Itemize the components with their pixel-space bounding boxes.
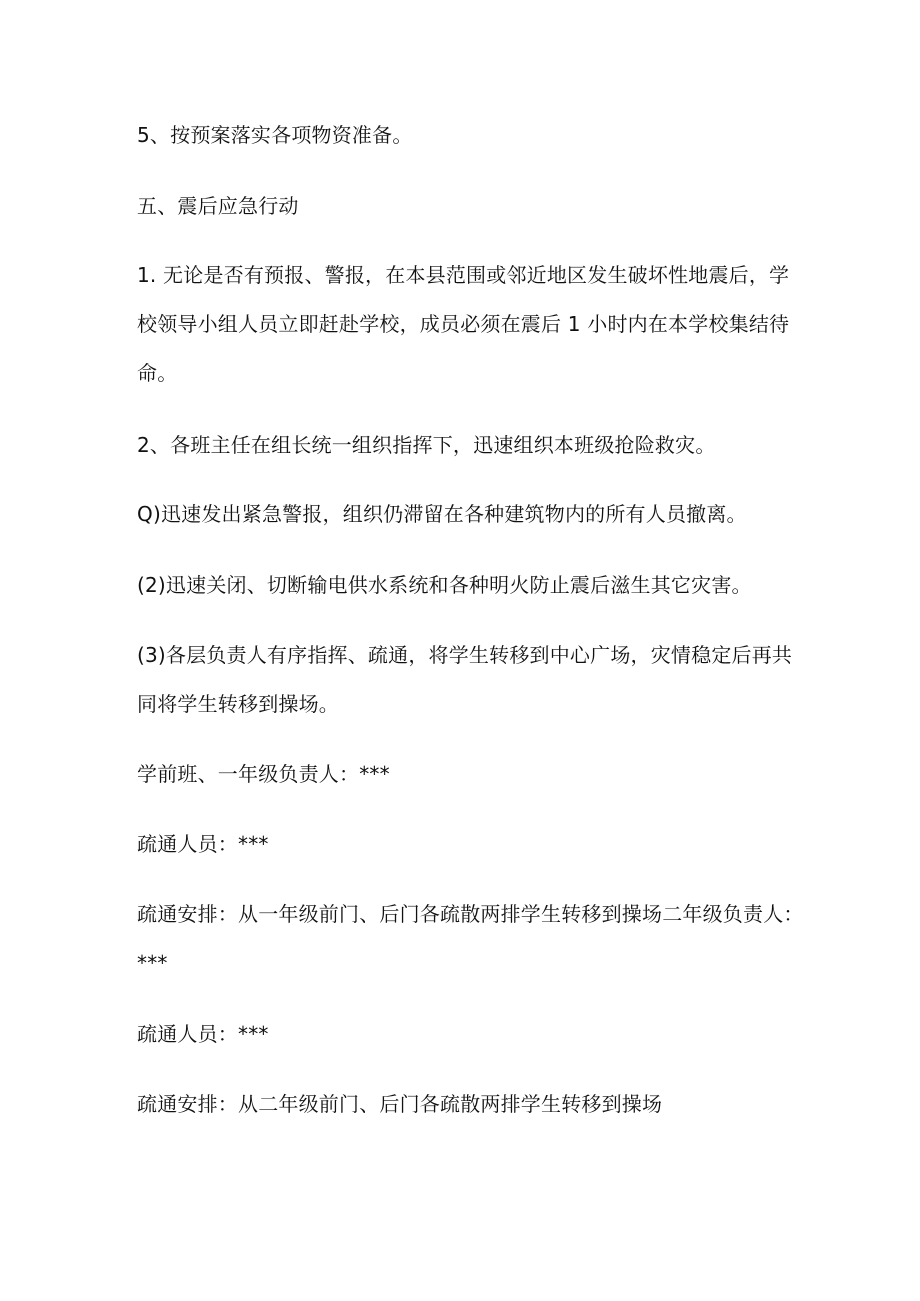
action-item-3-line-1: (3)各层负责人有序指挥、疏通，将学生转移到中心广场，灾情稳定后再共: [137, 643, 793, 667]
paragraph-1-line-3: 命。: [137, 361, 178, 385]
evacuation-staff-2: 疏通人员：***: [137, 1022, 269, 1046]
evacuation-staff-1: 疏通人员：***: [137, 832, 269, 856]
paragraph-1-line-1: 1. 无论是否有预报、警报，在本县范围或邻近地区发生破坏性地震后，学: [137, 263, 790, 287]
evacuation-plan-2: 疏通安排：从二年级前门、后门各疏散两排学生转移到操场: [137, 1092, 663, 1116]
action-item-3-line-2: 同将学生转移到操场。: [137, 692, 339, 716]
preschool-grade-one-lead: 学前班、一年级负责人：***: [137, 762, 390, 786]
paragraph-1-line-2: 校领导小组人员立即赶赴学校，成员必须在震后 1 小时内在本学校集结待: [137, 312, 790, 336]
evacuation-plan-1-line-2: ***: [137, 951, 168, 975]
material-preparation-item: 5、按预案落实各项物资准备。: [137, 123, 413, 147]
evacuation-plan-1-line-1: 疏通安排：从一年级前门、后门各疏散两排学生转移到操场二年级负责人：: [137, 902, 804, 926]
action-item-2: (2)迅速关闭、切断输电供水系统和各种明火防止震后滋生其它灾害。: [137, 573, 752, 597]
section-heading: 五、震后应急行动: [137, 194, 299, 218]
paragraph-2: 2、各班主任在组长统一组织指挥下，迅速组织本班级抢险救灾。: [137, 433, 716, 457]
action-item-1: Q)迅速发出紧急警报，组织仍滞留在各种建筑物内的所有人员撤离。: [137, 502, 747, 526]
